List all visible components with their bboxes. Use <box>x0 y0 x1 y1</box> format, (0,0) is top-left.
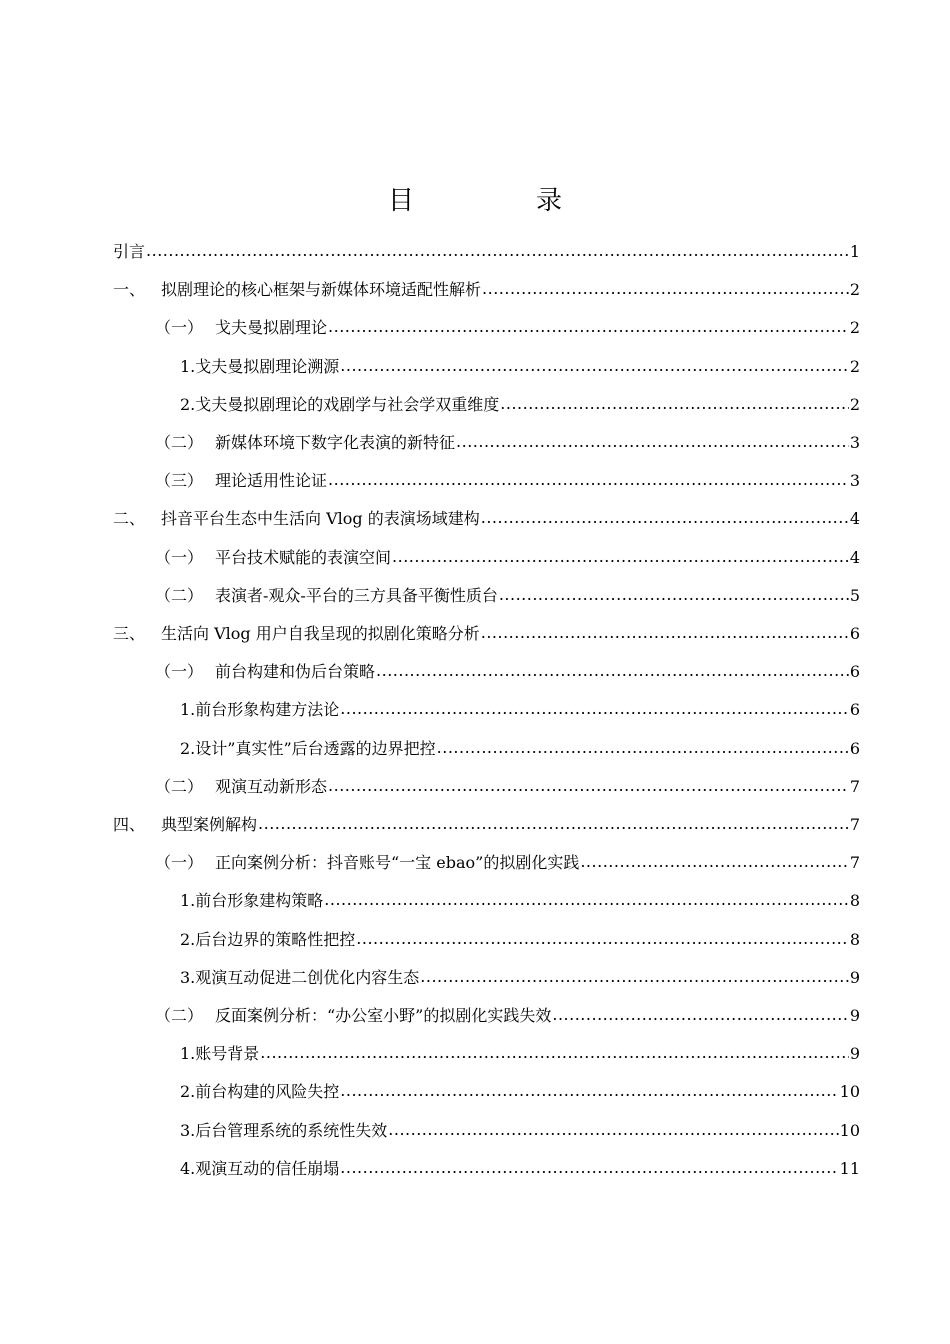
toc-entry-number: 四、 <box>113 815 146 834</box>
toc-entry-title: 生活向 Vlog 用户自我呈现的拟剧化策略分析 <box>161 624 480 643</box>
toc-entry-title: 抖音平台生态中生活向 Vlog 的表演场域建构 <box>161 509 480 529</box>
toc-dot-leader <box>456 430 849 454</box>
toc-entry[interactable] <box>180 1115 860 1143</box>
toc-page-number: 11 <box>839 1158 860 1178</box>
toc-page-number: 7 <box>849 815 860 834</box>
toc-dot-leader <box>340 697 849 721</box>
toc-page-number: 9 <box>849 1044 860 1064</box>
toc-page-number: 9 <box>849 967 860 987</box>
toc-entry[interactable] <box>113 809 860 837</box>
toc-entry-title: 4.观演互动的信任崩塌 <box>180 1158 340 1178</box>
toc-entry-title: 1.账号背景 <box>180 1044 260 1064</box>
toc-title: 目 录 <box>387 186 610 216</box>
toc-dot-leader <box>376 659 849 683</box>
toc-entry-title: 平台技术赋能的表演空间 <box>215 547 392 567</box>
toc-entry[interactable] <box>155 1000 860 1028</box>
toc-page-number: 7 <box>849 853 860 873</box>
toc-entry[interactable] <box>180 885 860 913</box>
toc-entry-title: 2.设计”真实性”后台透露的边界把控 <box>180 738 436 758</box>
toc-entry[interactable] <box>180 1153 860 1181</box>
toc-dot-leader <box>580 850 848 874</box>
toc-entry[interactable] <box>113 236 860 264</box>
toc-entry[interactable] <box>155 656 860 684</box>
toc-entry-number: （二） <box>155 585 204 605</box>
toc-entry[interactable] <box>155 847 860 875</box>
toc-page-number: 4 <box>849 509 860 529</box>
toc-entry-title: 新媒体环境下数字化表演的新特征 <box>215 433 456 452</box>
toc-page-number: 9 <box>849 1006 860 1025</box>
toc-dot-leader <box>482 277 849 301</box>
toc-dot-leader <box>340 1156 838 1180</box>
toc-page-number: 6 <box>849 662 860 682</box>
toc-page-number: 5 <box>849 585 860 605</box>
toc-entry-number: 二、 <box>113 509 146 529</box>
toc-page-number: 1 <box>849 242 860 261</box>
toc-entry[interactable] <box>180 1076 860 1104</box>
toc-entry-number: （三） <box>155 471 204 491</box>
toc-entry[interactable] <box>180 1038 860 1066</box>
toc-page-number: 10 <box>839 1120 860 1140</box>
toc-entry-number: （一） <box>155 662 204 682</box>
toc-entry[interactable] <box>180 962 860 990</box>
toc-entry-title: 2.后台边界的策略性把控 <box>180 929 356 949</box>
toc-dot-leader <box>340 1079 838 1103</box>
toc-entry[interactable] <box>155 427 860 455</box>
toc-dot-leader <box>499 583 849 607</box>
toc-dot-leader <box>328 468 849 492</box>
toc-entry-number: （二） <box>155 776 204 796</box>
toc-entry[interactable] <box>180 694 860 722</box>
toc-entry-title: 拟剧理论的核心框架与新媒体环境适配性解析 <box>161 280 482 300</box>
toc-entry[interactable] <box>155 542 860 570</box>
toc-entry[interactable] <box>155 580 860 608</box>
toc-entry[interactable] <box>113 618 860 646</box>
toc-page-number: 2 <box>849 280 860 300</box>
toc-dot-leader <box>420 965 849 989</box>
toc-dot-leader <box>388 1118 838 1142</box>
toc-dot-leader <box>437 736 849 760</box>
toc-dot-leader <box>481 506 849 530</box>
toc-entry-number: （二） <box>155 433 204 452</box>
toc-entry-title: 反面案例分析：“办公室小野”的拟剧化实践失效 <box>215 1006 552 1025</box>
toc-entry[interactable] <box>155 312 860 340</box>
toc-entry-number: （一） <box>155 318 204 338</box>
toc-dot-leader <box>260 1041 849 1065</box>
toc-entry[interactable] <box>180 351 860 379</box>
toc-entry-title: 前台构建和伪后台策略 <box>215 662 376 682</box>
toc-page-number: 7 <box>849 776 860 796</box>
toc-dot-leader <box>324 888 849 912</box>
toc-entry-title: 1.前台形象构建方法论 <box>180 700 340 720</box>
toc-entry-title: 引言 <box>113 242 146 261</box>
toc-dot-leader <box>392 545 849 569</box>
toc-page-number: 2 <box>849 318 860 338</box>
toc-page-number: 2 <box>849 394 860 414</box>
toc-entry-title: 理论适用性论证 <box>215 471 328 491</box>
toc-entry[interactable] <box>180 389 860 417</box>
toc-entry-title: 1.前台形象建构策略 <box>180 891 324 911</box>
toc-page-number: 6 <box>849 738 860 758</box>
toc-entry-number: （二） <box>155 1006 204 1025</box>
toc-dot-leader <box>146 239 849 263</box>
toc-entry-title: 1.戈夫曼拟剧理论溯源 <box>180 356 340 376</box>
toc-entry-title: 戈夫曼拟剧理论 <box>215 318 328 338</box>
toc-entry-title: 3.后台管理系统的系统性失效 <box>180 1120 388 1140</box>
toc-entry[interactable] <box>180 924 860 952</box>
toc-entry[interactable] <box>155 465 860 493</box>
toc-entry-title: 2.前台构建的风险失控 <box>180 1082 340 1102</box>
toc-dot-leader <box>258 812 849 836</box>
toc-page-number: 6 <box>849 700 860 720</box>
toc-dot-leader <box>481 621 849 645</box>
toc-page-number: 4 <box>849 547 860 567</box>
toc-entry[interactable] <box>113 274 860 302</box>
toc-page-number: 2 <box>849 356 860 376</box>
toc-page-number: 3 <box>849 433 860 452</box>
toc-dot-leader <box>552 1003 848 1027</box>
toc-page-number: 6 <box>849 624 860 643</box>
toc-entry-number: 一、 <box>113 280 146 300</box>
toc-entry-title: 表演者-观众-平台的三方具备平衡性质台 <box>215 585 498 605</box>
toc-entry-title: 典型案例解构 <box>161 815 258 834</box>
toc-dot-leader <box>340 354 849 378</box>
toc-page-number: 8 <box>849 929 860 949</box>
toc-entry[interactable] <box>155 771 860 799</box>
toc-dot-leader <box>500 392 849 416</box>
toc-entry-number: （一） <box>155 853 204 873</box>
toc-page-number: 10 <box>839 1082 860 1102</box>
toc-entry[interactable] <box>113 503 860 531</box>
toc-dot-leader <box>356 927 849 951</box>
toc-entry-number: 三、 <box>113 624 146 643</box>
toc-entry-number: （一） <box>155 547 204 567</box>
toc-page-number: 8 <box>849 891 860 911</box>
toc-entry-title: 正向案例分析：抖音账号“一宝 ebao”的拟剧化实践 <box>215 853 580 873</box>
toc-entry[interactable] <box>180 733 860 761</box>
toc-dot-leader <box>328 315 849 339</box>
toc-entry-title: 观演互动新形态 <box>215 776 328 796</box>
toc-dot-leader <box>328 774 849 798</box>
toc-entry-title: 2.戈夫曼拟剧理论的戏剧学与社会学双重维度 <box>180 394 500 414</box>
toc-entry-title: 3.观演互动促进二创优化内容生态 <box>180 967 420 987</box>
toc-page-number: 3 <box>849 471 860 491</box>
